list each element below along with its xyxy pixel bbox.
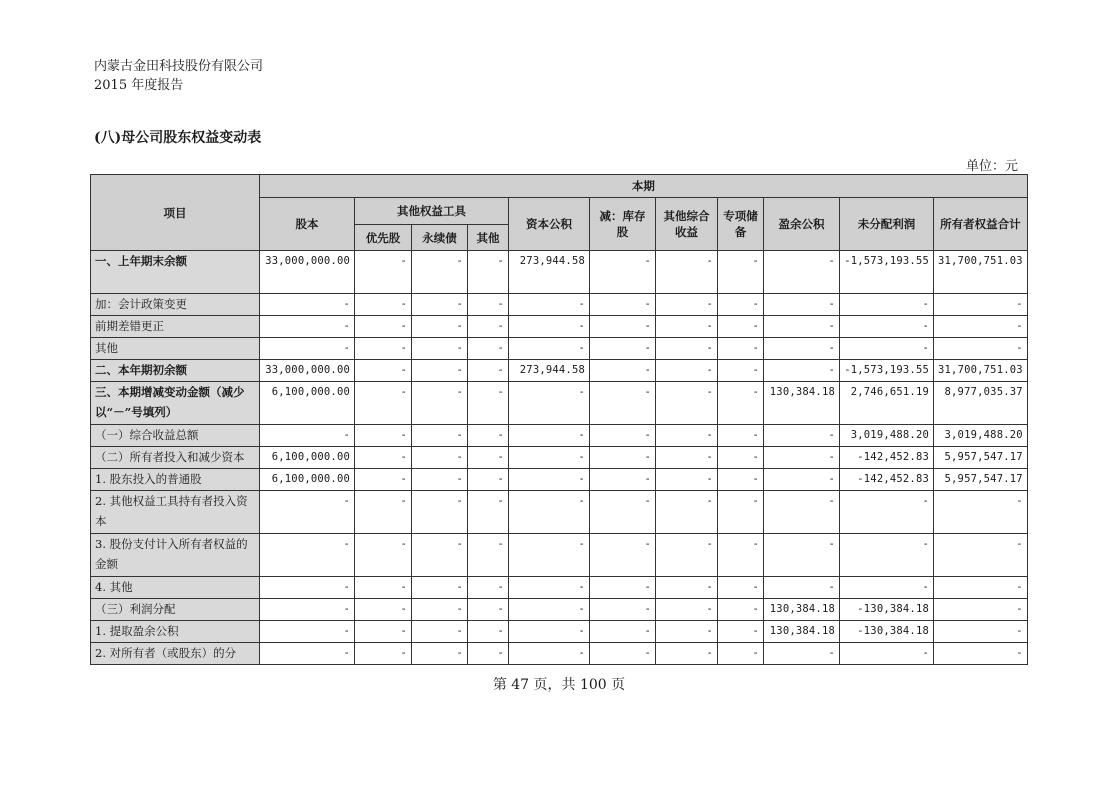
table-cell: - — [260, 316, 355, 338]
table-cell: - — [590, 643, 656, 665]
header-special-reserve: 专项储备 — [718, 198, 764, 251]
header-item: 项目 — [91, 175, 260, 251]
table-cell: - — [468, 534, 509, 577]
table-cell: - — [590, 316, 656, 338]
table-cell: - — [509, 294, 590, 316]
table-cell: - — [468, 621, 509, 643]
table-cell: - — [590, 338, 656, 360]
table-cell: -142,452.83 — [840, 447, 934, 469]
table-cell: - — [718, 491, 764, 534]
table-cell: - — [934, 316, 1028, 338]
table-cell: - — [764, 316, 840, 338]
table-cell: -142,452.83 — [840, 469, 934, 491]
table-cell: 130,384.18 — [764, 599, 840, 621]
table-cell: - — [509, 338, 590, 360]
table-cell: - — [355, 643, 412, 665]
table-cell: - — [840, 491, 934, 534]
row-label: 前期差错更正 — [91, 316, 260, 338]
table-cell: 3,019,488.20 — [934, 425, 1028, 447]
table-cell: - — [355, 534, 412, 577]
table-cell: - — [260, 643, 355, 665]
report-year: 2015 年度报告 — [94, 78, 184, 93]
table-cell: - — [468, 316, 509, 338]
table-cell: - — [355, 621, 412, 643]
header-preferred: 优先股 — [355, 225, 412, 251]
table-cell: 273,944.58 — [509, 251, 590, 294]
table-cell: - — [718, 599, 764, 621]
company-name: 内蒙古金田科技股份有限公司 — [94, 59, 264, 74]
table-row — [91, 316, 1028, 338]
table-cell: - — [590, 447, 656, 469]
table-cell: - — [355, 577, 412, 599]
table-cell: - — [840, 338, 934, 360]
equity-change-table — [90, 174, 1028, 665]
table-cell: - — [355, 469, 412, 491]
table-row — [91, 425, 1028, 447]
row-label: 三、本期增减变动金额（减少以“－”号填列） — [91, 382, 260, 425]
table-cell: - — [840, 534, 934, 577]
table-cell: - — [468, 491, 509, 534]
table-cell: 273,944.58 — [509, 360, 590, 382]
row-label: 加：会计政策变更 — [91, 294, 260, 316]
table-cell: - — [764, 338, 840, 360]
table-cell: - — [355, 599, 412, 621]
header-treasury: 减：库存股 — [590, 198, 656, 251]
header-other-equity: 其他权益工具 — [355, 198, 509, 225]
table-row — [91, 643, 1028, 665]
table-row — [91, 577, 1028, 599]
table-cell: - — [840, 294, 934, 316]
table-cell: - — [509, 643, 590, 665]
table-cell: 6,100,000.00 — [260, 382, 355, 425]
table-cell: - — [260, 294, 355, 316]
table-cell: - — [764, 469, 840, 491]
table-cell: - — [355, 294, 412, 316]
header-period: 本期 — [260, 175, 1028, 198]
row-label: 2. 对所有者（或股东）的分 — [91, 643, 260, 665]
table-cell: 31,700,751.03 — [934, 360, 1028, 382]
table-cell: - — [509, 382, 590, 425]
table-cell: - — [509, 599, 590, 621]
table-cell: - — [934, 338, 1028, 360]
table-cell: - — [590, 577, 656, 599]
table-cell: - — [260, 534, 355, 577]
table-cell: - — [355, 425, 412, 447]
table-cell: -1,573,193.55 — [840, 360, 934, 382]
table-cell: - — [468, 643, 509, 665]
table-cell: 130,384.18 — [764, 382, 840, 425]
table-cell: - — [412, 338, 468, 360]
page-footer: 第 47 页，共 100 页 — [492, 677, 626, 693]
table-cell: - — [412, 534, 468, 577]
table-cell: 3,019,488.20 — [840, 425, 934, 447]
table-cell: - — [764, 643, 840, 665]
table-cell: - — [509, 534, 590, 577]
table-cell: - — [718, 534, 764, 577]
row-label: 4. 其他 — [91, 577, 260, 599]
table-cell: - — [656, 382, 718, 425]
section-title: (八)母公司股东权益变动表 — [94, 130, 262, 146]
table-row — [91, 599, 1028, 621]
table-cell: - — [590, 294, 656, 316]
table-cell: - — [412, 425, 468, 447]
header-oci: 其他综合收益 — [656, 198, 718, 251]
table-cell: - — [412, 643, 468, 665]
table-cell: - — [934, 621, 1028, 643]
table-cell: - — [764, 251, 840, 294]
table-cell: - — [656, 316, 718, 338]
table-cell: 33,000,000.00 — [260, 360, 355, 382]
table-cell: - — [718, 316, 764, 338]
table-cell: - — [840, 316, 934, 338]
table-cell: - — [412, 382, 468, 425]
table-cell: - — [412, 621, 468, 643]
table-cell: - — [412, 316, 468, 338]
table-cell: - — [509, 447, 590, 469]
table-row — [91, 338, 1028, 360]
table-cell: - — [468, 447, 509, 469]
table-cell: - — [718, 425, 764, 447]
table-cell: - — [590, 382, 656, 425]
row-label: 其他 — [91, 338, 260, 360]
table-cell: -1,573,193.55 — [840, 251, 934, 294]
table-cell: 130,384.18 — [764, 621, 840, 643]
table-cell: - — [590, 534, 656, 577]
table-cell: 6,100,000.00 — [260, 469, 355, 491]
table-cell: - — [355, 360, 412, 382]
table-cell: - — [764, 360, 840, 382]
table-cell: - — [656, 338, 718, 360]
row-label: 3. 股份支付计入所有者权益的金额 — [91, 534, 260, 577]
table-cell: - — [718, 338, 764, 360]
table-cell: - — [509, 491, 590, 534]
table-cell: - — [840, 643, 934, 665]
row-label: （二）所有者投入和减少资本 — [91, 447, 260, 469]
table-cell: - — [412, 577, 468, 599]
table-cell: - — [260, 491, 355, 534]
table-cell: - — [355, 338, 412, 360]
table-cell: - — [260, 425, 355, 447]
table-cell: - — [468, 251, 509, 294]
table-cell: - — [718, 447, 764, 469]
header-other: 其他 — [468, 225, 509, 251]
table-cell: - — [656, 599, 718, 621]
table-cell: - — [656, 469, 718, 491]
row-label: 1. 提取盈余公积 — [91, 621, 260, 643]
table-row — [91, 251, 1028, 294]
unit-label: 单位：元 — [965, 159, 1018, 174]
table-cell: - — [260, 338, 355, 360]
row-label: 二、本年期初余额 — [91, 360, 260, 382]
header-surplus-reserve: 盈余公积 — [764, 198, 840, 251]
table-cell: - — [656, 251, 718, 294]
table-cell: - — [764, 534, 840, 577]
table-cell: - — [468, 577, 509, 599]
table-cell: - — [468, 382, 509, 425]
table-cell: - — [412, 447, 468, 469]
table-cell: - — [412, 491, 468, 534]
table-cell: - — [590, 621, 656, 643]
table-cell: - — [656, 447, 718, 469]
table-cell: - — [934, 491, 1028, 534]
table-cell: - — [509, 469, 590, 491]
row-label: （一）综合收益总额 — [91, 425, 260, 447]
table-cell: - — [590, 251, 656, 294]
table-cell: - — [656, 425, 718, 447]
row-label: 一、上年期末余额 — [91, 251, 260, 294]
header-share-capital: 股本 — [260, 198, 355, 251]
table-cell: - — [468, 360, 509, 382]
table-cell: - — [509, 577, 590, 599]
table-cell: - — [934, 599, 1028, 621]
table-cell: 33,000,000.00 — [260, 251, 355, 294]
table-cell: - — [590, 599, 656, 621]
table-cell: - — [355, 251, 412, 294]
table-row — [91, 534, 1028, 577]
table-cell: - — [718, 360, 764, 382]
table-cell: - — [764, 491, 840, 534]
table-cell: - — [590, 491, 656, 534]
table-cell: -130,384.18 — [840, 621, 934, 643]
table-cell: 31,700,751.03 — [934, 251, 1028, 294]
table-cell: - — [509, 316, 590, 338]
table-row — [91, 360, 1028, 382]
table-cell: - — [590, 425, 656, 447]
table-cell: - — [656, 643, 718, 665]
table-cell: - — [412, 251, 468, 294]
table-cell: 6,100,000.00 — [260, 447, 355, 469]
header-total: 所有者权益合计 — [934, 198, 1028, 251]
table-cell: - — [260, 599, 355, 621]
row-label: 1. 股东投入的普通股 — [91, 469, 260, 491]
table-cell: - — [468, 469, 509, 491]
table-cell: - — [355, 316, 412, 338]
table-row — [91, 447, 1028, 469]
table-cell: 2,746,651.19 — [840, 382, 934, 425]
table-cell: - — [355, 382, 412, 425]
table-cell: - — [260, 577, 355, 599]
table-cell: - — [468, 338, 509, 360]
table-row — [91, 382, 1028, 425]
table-cell: - — [509, 621, 590, 643]
table-cell: - — [260, 621, 355, 643]
table-cell: - — [764, 425, 840, 447]
table-cell: - — [656, 491, 718, 534]
table-cell: - — [656, 360, 718, 382]
table-cell: - — [840, 577, 934, 599]
table-cell: - — [468, 425, 509, 447]
table-cell: - — [509, 425, 590, 447]
table-cell: - — [412, 360, 468, 382]
table-cell: - — [764, 577, 840, 599]
table-cell: - — [934, 294, 1028, 316]
table-cell: - — [412, 294, 468, 316]
header-perpetual: 永续债 — [412, 225, 468, 251]
header-undistributed: 未分配利润 — [840, 198, 934, 251]
table-cell: 5,957,547.17 — [934, 447, 1028, 469]
table-cell: 8,977,035.37 — [934, 382, 1028, 425]
table-cell: - — [656, 577, 718, 599]
table-cell: - — [656, 294, 718, 316]
table-cell: - — [468, 599, 509, 621]
table-cell: - — [656, 534, 718, 577]
table-cell: -130,384.18 — [840, 599, 934, 621]
table-cell: - — [468, 294, 509, 316]
table-cell: - — [718, 382, 764, 425]
table-cell: - — [934, 643, 1028, 665]
table-cell: - — [934, 577, 1028, 599]
table-row — [91, 469, 1028, 491]
row-label: 2. 其他权益工具持有者投入资本 — [91, 491, 260, 534]
table-cell: - — [764, 447, 840, 469]
table-cell: - — [590, 469, 656, 491]
row-label: （三）利润分配 — [91, 599, 260, 621]
table-cell: - — [718, 621, 764, 643]
table-cell: - — [718, 577, 764, 599]
table-cell: - — [718, 251, 764, 294]
table-cell: - — [718, 294, 764, 316]
table-cell: - — [590, 360, 656, 382]
table-cell: - — [355, 447, 412, 469]
table-cell: - — [764, 294, 840, 316]
table-cell: - — [412, 469, 468, 491]
table-row — [91, 491, 1028, 534]
table-cell: - — [934, 534, 1028, 577]
table-cell: - — [718, 643, 764, 665]
table-cell: - — [412, 599, 468, 621]
header-capital-reserve: 资本公积 — [509, 198, 590, 251]
table-cell: 5,957,547.17 — [934, 469, 1028, 491]
table-cell: - — [355, 491, 412, 534]
table-cell: - — [656, 621, 718, 643]
table-row — [91, 621, 1028, 643]
table-cell: - — [718, 469, 764, 491]
table-row — [91, 294, 1028, 316]
